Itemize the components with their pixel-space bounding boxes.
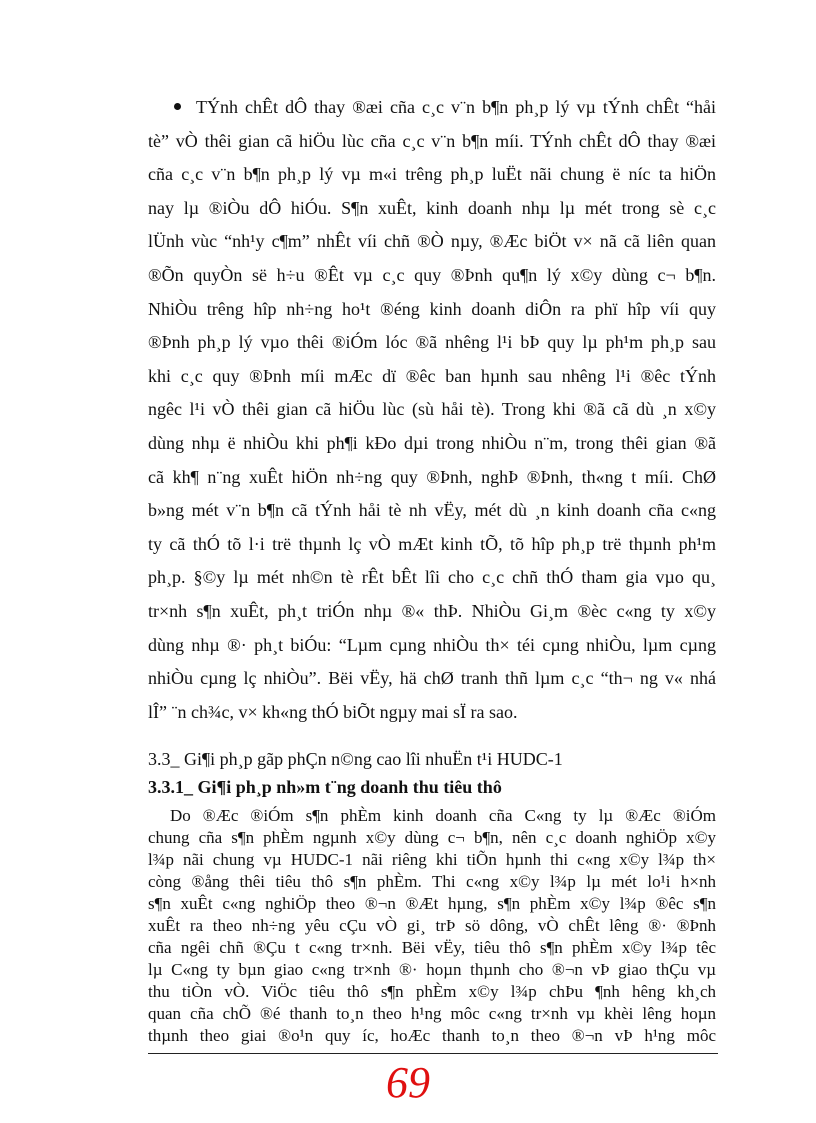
text-line: cã kh¶ n¨ng xuÊt hiÖn nh÷ng quy ®Þnh, nghÞ ®Þnh, th«ng t míi. ChØ [148,466,716,487]
text-line: dùng nhµ ®· ph¸t biÓu: “Lµm cµng nhiÒu th× téi cµng nhiÒu, lµm cµng [148,634,716,655]
text-line: khi c¸c quy ®Þnh míi mÆc dï ®êc ban hµnh sau nhêng l¹i ®êc tÝnh [148,365,716,386]
text-line: nhiÒu cµng lç nhiÒu”. Bëi vËy, hä chØ tranh thñ lµm c¸c “th¬ ng v« nhá [148,668,716,689]
text-line: lÎ” ¨n ch¾c, v× kh«ng thÓ biÕt ngµy mai sÏ ra sao. [148,701,518,722]
text-line: nay lµ ®iÒu dÔ hiÓu. S¶n xuÊt, kinh doanh nhµ lµ mét trong sè c¸c [148,197,716,218]
text-line: TÝnh chÊt dÔ thay ®æi cña c¸c v¨n b¶n ph¸p lý vµ tÝnh chÊt “håi [196,97,716,117]
text-line: chung cña s¶n phÈm ngµnh x©y dùng c¬ b¶n, nên c¸c doanh nghiÖp x©y [148,828,716,847]
text-line: thµnh theo giai ®o¹n quy íc, hoÆc thanh to¸n theo ®¬n vÞ h¹ng môc [148,1026,716,1045]
text-line: cña ngêi chñ ®Çu t c«ng tr×nh. Bëi vËy, tiêu thô s¶n phÈm x©y l¾p têc [148,938,716,957]
text-line: ph¸p. §©y lµ mét nh©n tè rÊt bÊt lîi cho c¸c chñ thÓ tham gia vµo qu¸ [148,567,716,588]
text-line: dùng nhµ ë nhiÒu khi ph¶i kÐo dµi trong nhiÒu n¨m, trong thêi gian ®ã [148,433,716,453]
text-line: quan cña chÕ ®é thanh to¸n theo h¹ng môc c«ng tr×nh vµ khèi lêng hoµn [148,1004,716,1023]
text-line: ®Õn quyÒn së h÷u ®Êt vµ c¸c quy ®Þnh qu¶n lý x©y dùng c¬ b¶n. [148,265,716,285]
text-line: thu tiÒn vÒ. ViÖc tiêu thô s¶n phÈm x©y l¾p chÞu ¶nh hêng kh¸ch [148,982,716,1001]
text-line: xuÊt ra theo nh÷ng yêu cÇu vÒ gi¸ trÞ sö dông, vÒ chÊt lêng ®· ®Þnh [148,916,716,935]
text-line: lÜnh vùc “nh¹y c¶m” nhÊt víi chñ ®Ò nµy, ®Æc biÖt v× nã cã liên quan [148,231,716,252]
bullet-icon [174,103,181,110]
text-line: ngêc l¹i vÒ thêi gian cã hiÖu lùc (sù håi tè). Trong khi ®ã cã dù ¸n x©y [148,399,716,420]
text-line: còng ®ång thêi tiêu thô s¶n phÈm. Thi c«ng x©y l¾p lµ mét lo¹i h×nh [148,872,716,891]
text-line: ®Þnh ph¸p lý vµo thêi ®iÓm lóc ®ã nhêng l¹i bÞ quy lµ ph¹m ph¸p sau [148,332,716,353]
text-line: tr×nh s¶n xuÊt, ph¸t triÓn nhµ ®« thÞ. NhiÒu Gi¸m ®èc c«ng ty x©y [148,601,716,621]
section-heading: 3.3_ Gi¶i ph¸p gãp phÇn n©ng cao lîi nhuËn t¹i HUDC-1 [148,749,563,769]
text-line: tè” vÒ thêi gian cã hiÖu lùc cña c¸c v¨n b¶n míi. TÝnh chÊt dÔ thay ®æi [148,130,716,151]
text-line: s¶n xuÊt c«ng nghiÖp theo ®¬n ®Æt hµng, s¶n phÈm x©y l¾p ®êc s¶n [148,894,716,913]
text-line: lµ C«ng ty bµn giao c«ng tr×nh ®· hoµn thµnh cho ®¬n vÞ giao thÇu vµ [148,960,716,979]
page-number: 69 [386,1058,430,1107]
text-line: b»ng mét v¨n b¶n cã tÝnh håi tè nh vËy, mét dù ¸n kinh doanh cña c«ng [148,500,716,521]
text-line: l¾p nãi chung vµ HUDC-1 nãi riêng khi tiÕn hµnh thi c«ng x©y l¾p th× [148,850,716,869]
text-line: cña c¸c v¨n b¶n ph¸p lý vµ m«i trêng ph¸p luËt nãi chung ë níc ta hiÖn [148,164,716,185]
footer-divider [148,1053,718,1054]
text-line: ty cã thÓ tõ l·i trë thµnh lç vÒ mÆt kinh tÕ, tõ hîp ph¸p trë thµnh ph¹m [148,533,716,554]
text-line: Do ®Æc ®iÓm s¶n phÈm kinh doanh cña C«ng ty lµ ®Æc ®iÓm [170,806,716,825]
text-line: NhiÒu trêng hîp nh÷ng ho¹t ®éng kinh doanh diÔn ra phï hîp víi quy [148,298,716,319]
subsection-heading: 3.3.1_ Gi¶i ph¸p nh»m t¨ng doanh thu tiêu thô [148,777,502,797]
